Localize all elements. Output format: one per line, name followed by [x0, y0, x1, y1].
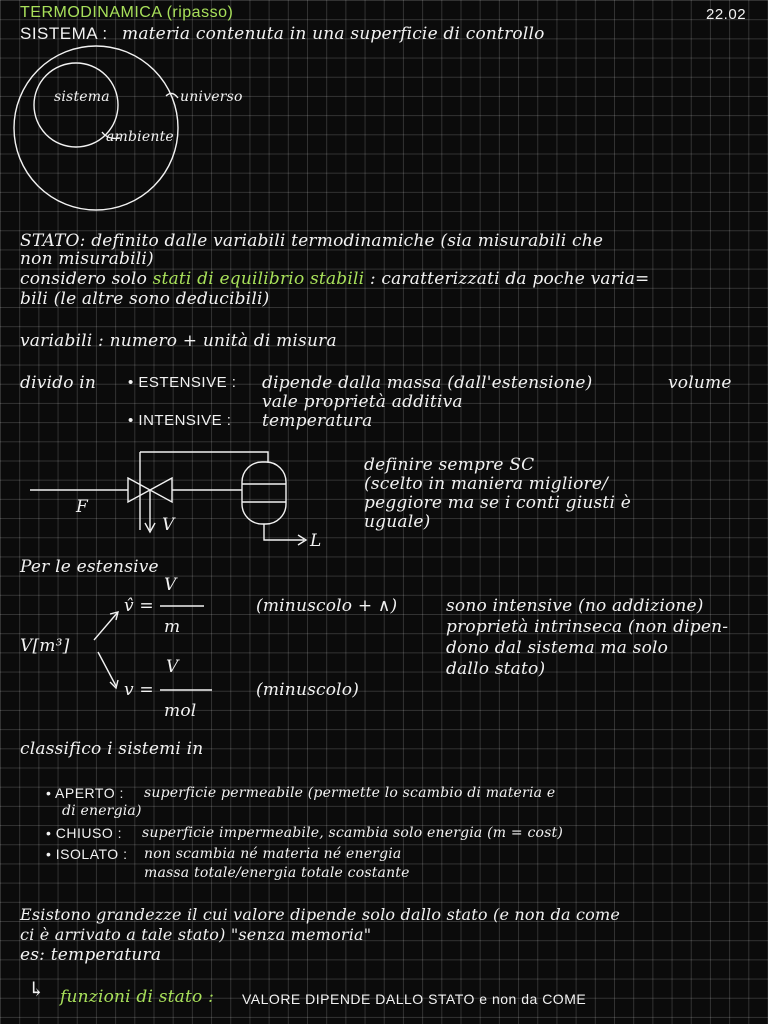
tank-lines — [242, 484, 286, 502]
arrow-icon: ↳ — [28, 977, 45, 1001]
arrow-up — [94, 612, 118, 640]
stato-line-1: STATO: definito dalle variabili termodinamiche (sia misurabili che — [20, 231, 604, 251]
isolato-text: non scambia né materia né energia — [144, 846, 402, 862]
sketch-note-3: peggiore ma se i conti giusti è — [364, 493, 631, 513]
aperto-text-2: di energia) — [62, 803, 142, 819]
fraction-2-numerator: V — [166, 657, 179, 677]
valve-right — [150, 478, 172, 502]
esistono-line-1: Esistono grandezze il cui valore dipende solo dallo stato (e non da come — [20, 905, 621, 924]
estensive-label: • ESTENSIVE : — [128, 374, 237, 391]
intensive-text: temperatura — [262, 411, 373, 431]
intensive-note-1: sono intensive (no addizione) — [446, 596, 704, 616]
esistono-line-2: ci è arrivato a tale stato) "senza memoria" — [20, 925, 372, 944]
sistema-label: SISTEMA : — [20, 24, 108, 43]
stato-line-2: non misurabili) — [20, 249, 154, 269]
sistema-definition: materia contenuta in una superficie di controllo — [122, 24, 545, 44]
chiuso-text: superficie impermeabile, scambia solo energia (m = cost) — [142, 825, 564, 841]
divido-lead: divido in — [20, 373, 97, 393]
stato-line-3 — [20, 270, 650, 288]
estensive-heading: Per le estensive — [20, 557, 159, 577]
chiuso-label: • CHIUSO : — [46, 825, 123, 841]
fraction-2-note: (minuscolo) — [256, 680, 360, 700]
flow-label-l: L — [310, 531, 322, 551]
volume-symbol: V[m³] — [20, 636, 70, 656]
fraction-1-numerator: V — [164, 575, 177, 595]
specific-volume-mol: v = — [124, 680, 154, 700]
flow-label-v: V — [162, 515, 175, 535]
variabili-line: variabili : numero + unità di misura — [20, 331, 337, 351]
estensive-example: volume — [668, 373, 732, 393]
aperto-label: • APERTO : — [46, 785, 124, 801]
intensive-note-2: proprietà intrinseca (non dipen- — [446, 617, 729, 637]
sketch-note-4: uguale) — [364, 512, 431, 532]
valve-left — [128, 478, 150, 502]
page-date: 22.02 — [706, 6, 747, 23]
stato-line-3c: : caratterizzati da poche varia= — [364, 269, 650, 289]
isolato-label: • ISOLATO : — [46, 846, 128, 862]
diagram-label-universo: universo — [180, 89, 243, 105]
estensive-text: dipende dalla massa (dall'estensione) — [262, 373, 593, 393]
funzioni-di-stato-text: VALORE DIPENDE DALLO STATO e non da COME — [242, 991, 587, 1007]
intensive-note-4: dallo stato) — [446, 659, 546, 679]
diagram-label-ambiente: ambiente — [106, 129, 174, 145]
fraction-2-denominator: mol — [164, 701, 197, 721]
sketch-note-2: (scelto in maniera migliore/ — [364, 474, 609, 494]
isolato-text-2: massa totale/energia totale costante — [144, 865, 410, 881]
tank — [242, 462, 286, 524]
diagram-label-sistema: sistema — [54, 89, 110, 105]
stato-line-3a: considero solo — [20, 269, 153, 289]
classifico-heading: classifico i sistemi in — [20, 739, 204, 759]
stati-equilibrio-highlight: stati di equilibrio stabili — [152, 269, 365, 289]
funzioni-di-stato-label: funzioni di stato : — [60, 987, 215, 1007]
esistono-example: es: temperatura — [20, 945, 162, 965]
fraction-1-note: (minuscolo + ∧) — [256, 596, 398, 616]
page-title: TERMODINAMICA (ripasso) — [20, 4, 234, 21]
intensive-label: • INTENSIVE : — [128, 412, 232, 429]
flow-label-f: F — [76, 497, 88, 517]
liquid-line — [264, 524, 304, 540]
sketch-note-1: definire sempre SC — [364, 455, 535, 475]
fraction-1-denominator: m — [164, 617, 181, 637]
intensive-note-3: dono dal sistema ma solo — [446, 638, 669, 658]
specific-volume-mass: v̂ = — [124, 596, 154, 616]
additiva-text: vale proprietà additiva — [262, 392, 463, 412]
arrow-down — [98, 652, 116, 686]
stato-line-4: bili (le altre sono deducibili) — [20, 289, 270, 309]
aperto-text: superficie permeabile (permette lo scambio di materia e — [144, 785, 556, 801]
